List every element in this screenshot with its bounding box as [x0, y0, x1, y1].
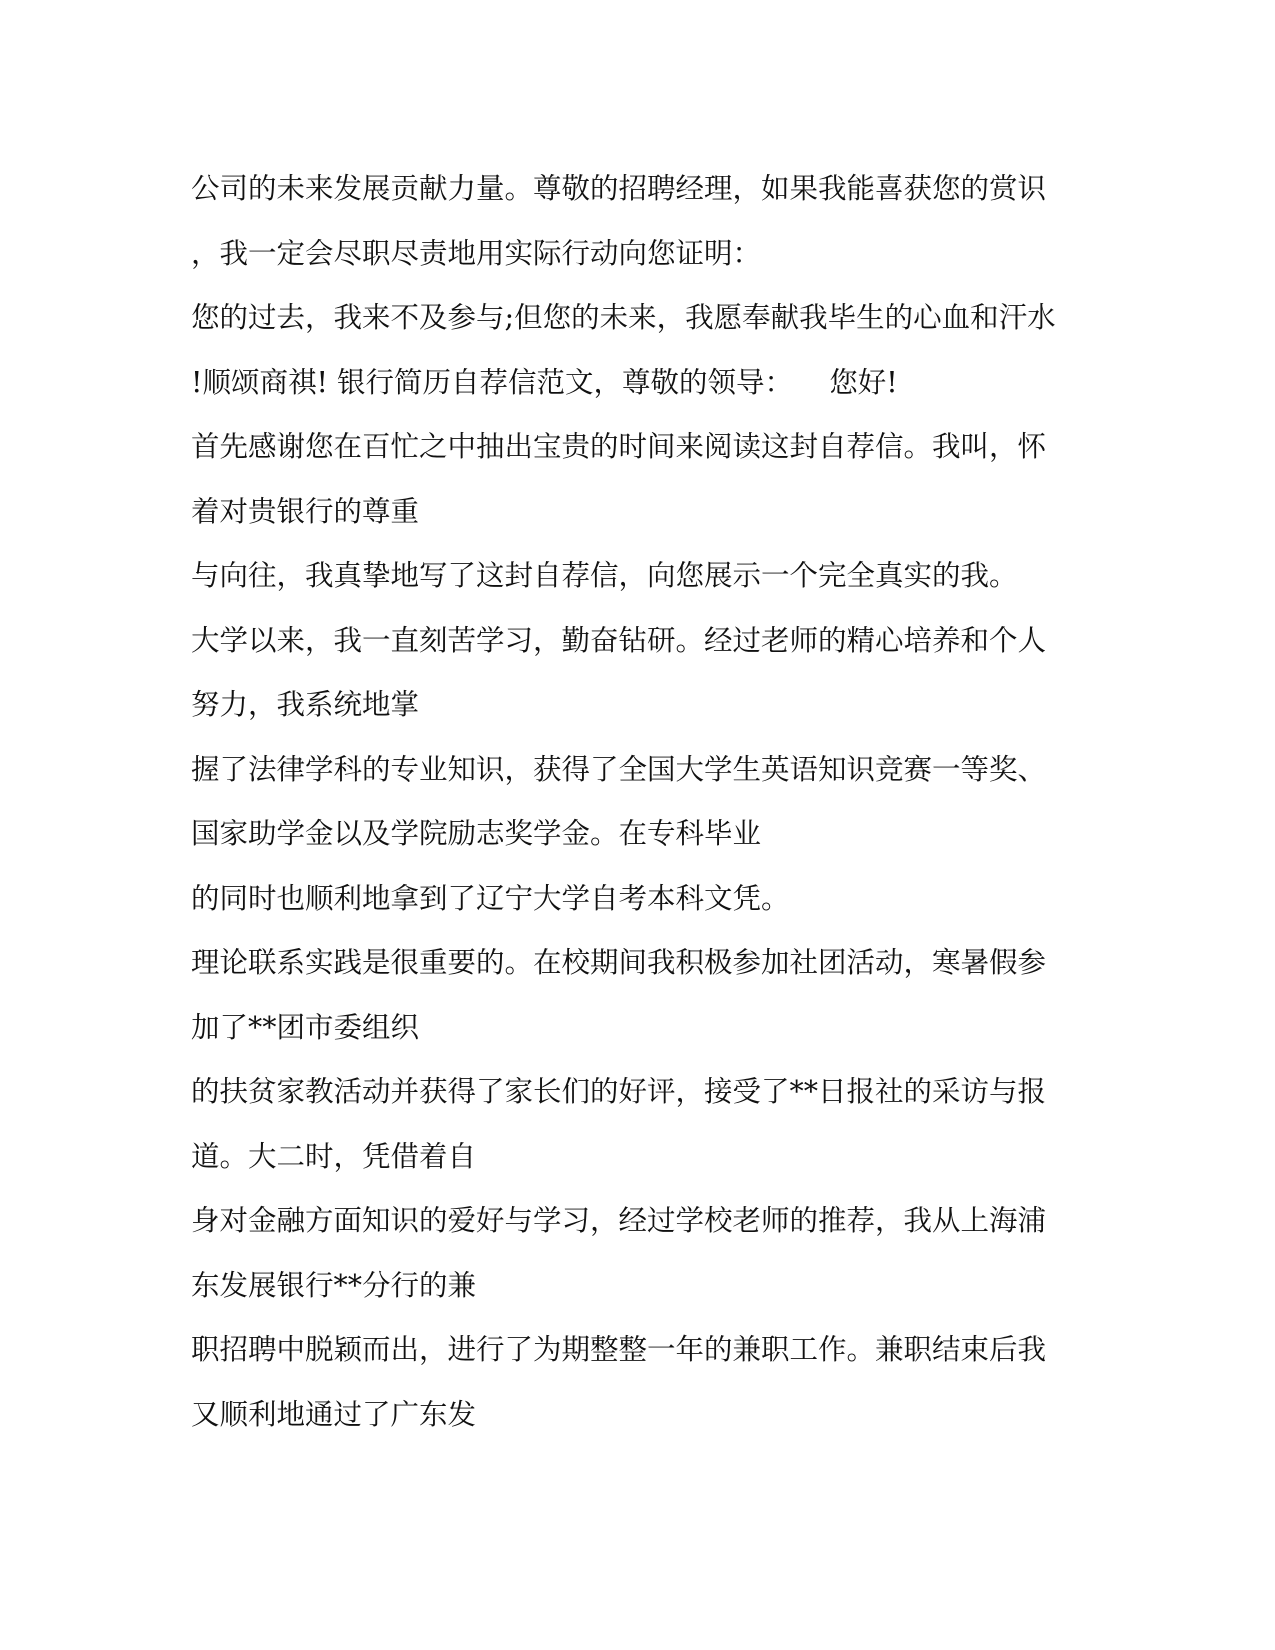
text-line: 加了**团市委组织	[191, 1010, 420, 1044]
text-line: 身对金融方面知识的爱好与学习，经过学校老师的推荐，我从上海浦	[191, 1204, 1047, 1237]
text-line: !顺颂商祺! 银行简历自荐信范文，尊敬的领导： 您好!	[191, 365, 898, 399]
text-line: 努力，我系统地掌	[191, 688, 420, 721]
text-line: 公司的未来发展贡献力量。尊敬的招聘经理，如果我能喜获您的赏识	[191, 172, 1047, 205]
text-line: 首先感谢您在百忙之中抽出宝贵的时间来阅读这封自荐信。我叫，怀	[191, 430, 1047, 463]
text-line: 您的过去，我来不及参与;但您的未来，我愿奉献我毕生的心血和汗水	[191, 301, 1056, 334]
text-line: ，我一定会尽职尽责地用实际行动向您证明：	[191, 236, 762, 270]
text-line: 的扶贫家教活动并获得了家长们的好评，接受了**日报社的采访与报	[191, 1075, 1047, 1108]
text-line: 道。大二时，凭借着自	[191, 1139, 477, 1173]
text-line: 又顺利地通过了广东发	[191, 1397, 477, 1431]
text-line: 的同时也顺利地拿到了辽宁大学自考本科文凭。	[191, 881, 790, 915]
text-line: 大学以来，我一直刻苦学习，勤奋钻研。经过老师的精心培养和个人	[191, 623, 1047, 657]
text-line: 东发展银行**分行的兼	[191, 1268, 477, 1302]
text-line: 与向往，我真挚地写了这封自荐信，向您展示一个完全真实的我。	[191, 559, 1018, 592]
text-line: 理论联系实践是很重要的。在校期间我积极参加社团活动，寒暑假参	[191, 946, 1047, 979]
letter-body	[191, 157, 1091, 1447]
text-line: 握了法律学科的专业知识，获得了全国大学生英语知识竞赛一等奖、	[191, 752, 1047, 786]
text-line: 着对贵银行的尊重	[191, 494, 420, 528]
text-line: 国家助学金以及学院励志奖学金。在专科毕业	[191, 817, 762, 850]
text-line: 职招聘中脱颖而出，进行了为期整整一年的兼职工作。兼职结束后我	[191, 1333, 1047, 1366]
